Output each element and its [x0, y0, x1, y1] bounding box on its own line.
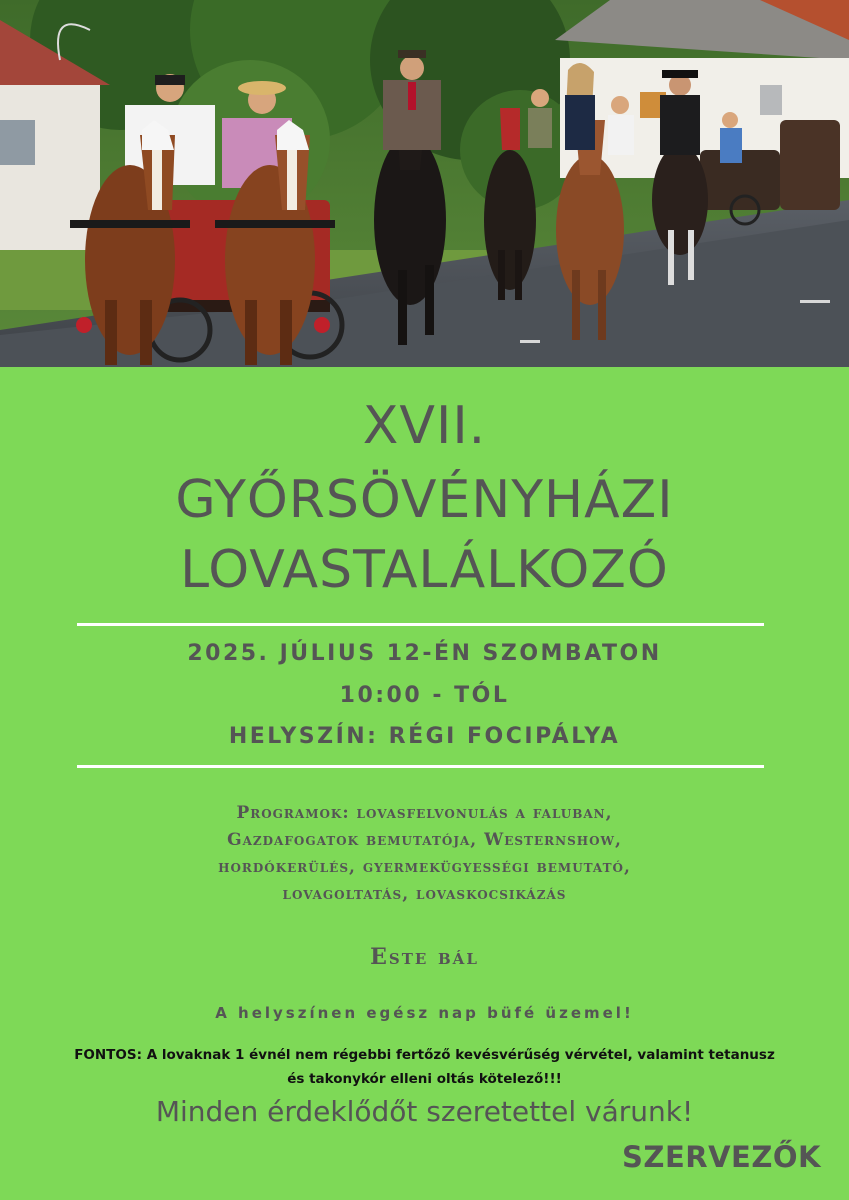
evening-ball: Este bál	[370, 944, 479, 970]
title-event: LOVASTALÁLKOZÓ	[180, 540, 669, 600]
event-date: 2025. JÚLIUS 12-ÉN SZOMBATON	[187, 641, 662, 666]
header-photo	[0, 0, 849, 367]
welcome-message: Minden érdeklődőt szeretettel várunk!	[155, 1095, 694, 1128]
notice-line: és takonykór elleni oltás kötelező!!!	[287, 1071, 562, 1087]
important-notice	[20, 1043, 829, 1091]
horse-parade-illustration	[0, 0, 849, 367]
title-edition: XVII.	[362, 396, 487, 456]
program-list	[0, 800, 849, 908]
notice-line: FONTOS: A lovaknak 1 évnél nem régebbi fertőző kevésvérűség vérvétel, valamint tetanusz	[74, 1047, 775, 1063]
program-line: Programok: lovasfelvonulás a faluban,	[236, 803, 613, 823]
buffet-note: A helyszínen egész nap büfé üzemel!	[215, 1004, 634, 1022]
program-line: hordókerülés, gyermekügyességi bemutató,	[218, 857, 631, 877]
program-line: lovagoltatás, lovaskocsikázás	[282, 884, 567, 904]
organizers-signature: SZERVEZŐK	[622, 1140, 821, 1174]
program-line: Gazdafogatok bemutatója, Westernshow,	[227, 830, 622, 850]
divider-bottom	[77, 765, 764, 768]
event-location: HELYSZÍN: RÉGI FOCIPÁLYA	[228, 724, 621, 749]
divider-top	[77, 623, 764, 626]
event-time: 10:00 - TÓL	[339, 683, 510, 708]
title-village: GYŐRSÖVÉNYHÁZI	[175, 470, 674, 530]
